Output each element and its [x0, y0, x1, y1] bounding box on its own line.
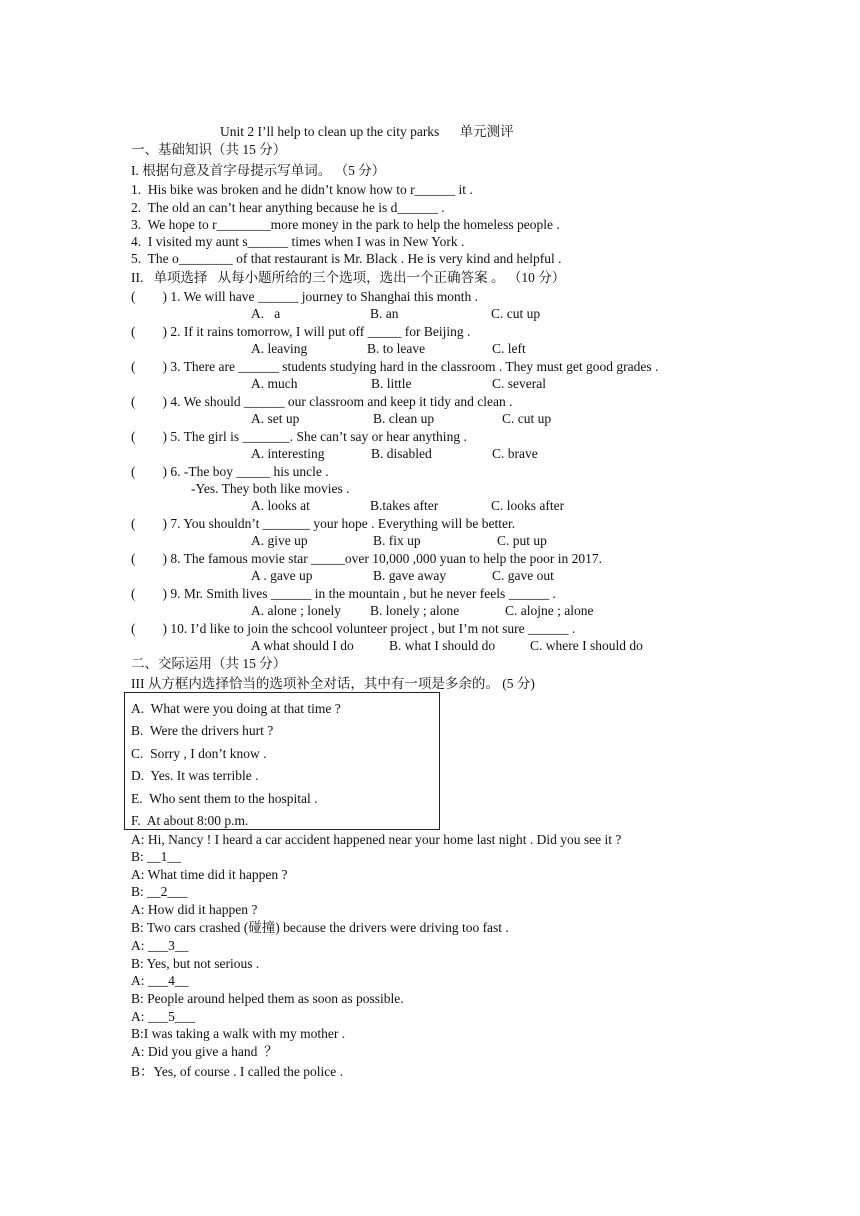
options-box — [124, 692, 440, 830]
page-title: Unit 2 I’ll help to clean up the city parks 单元测评 — [220, 124, 514, 139]
dialogue-line-7: A: ___3__ — [131, 938, 189, 953]
question-4-option-a: A. set up — [251, 411, 300, 426]
part2-heading: II. 单项选择 从每小题所给的三个选项，选出一个正确答案 。 （10 分） — [131, 270, 566, 285]
box-option-d: D. Yes. It was terrible . — [131, 768, 259, 783]
question-4-option-b: B. clean up — [373, 411, 435, 426]
question-6-option-c: C. looks after — [491, 498, 565, 513]
question-4-stem: ( ) 4. We should ______ our classroom and keep it tidy and clean . — [131, 394, 513, 409]
question-5-option-b: B. disabled — [371, 446, 432, 461]
question-3-option-c: C. several — [492, 376, 546, 391]
section1-heading: 一、基础知识（共 15 分） — [131, 142, 287, 157]
dialogue-line-14: B：Yes, of course . I called the police . — [131, 1064, 343, 1079]
dialogue-line-6: B: Two cars crashed (碰撞) because the drivers were driving too fast . — [131, 920, 509, 935]
dialogue-line-2: B: __1__ — [131, 849, 181, 864]
question-8-option-a: A . gave up — [251, 568, 313, 583]
question-2-option-b: B. to leave — [367, 341, 426, 356]
question-7-option-a: A. give up — [251, 533, 308, 548]
box-option-a: A. What were you doing at that time ? — [131, 701, 341, 716]
box-option-f: F. At about 8:00 p.m. — [131, 813, 249, 828]
question-6-stem-response: -Yes. They both like movies . — [191, 481, 350, 496]
question-1-option-c: C. cut up — [491, 306, 541, 321]
question-3-stem: ( ) 3. There are ______ students studying hard in the classroom . They must get good grades . — [131, 359, 659, 374]
section2-heading: 二、交际运用（共 15 分） — [131, 656, 287, 671]
question-8-stem: ( ) 8. The famous movie star _____over 10,000 ,000 yuan to help the poor in 2017. — [131, 551, 603, 566]
dialogue-line-12: B:I was taking a walk with my mother . — [131, 1026, 346, 1041]
dialogue-line-13: A: Did you give a hand ？ — [131, 1044, 278, 1059]
question-5-stem: ( ) 5. The girl is _______. She can’t say or hear anything . — [131, 429, 467, 444]
question-10-option-a: A what should I do — [251, 638, 354, 653]
question-9-option-c: C. alojne ; alone — [505, 603, 594, 618]
box-option-e: E. Who sent them to the hospital . — [131, 791, 318, 806]
dialogue-line-8: B: Yes, but not serious . — [131, 956, 260, 971]
dialogue-line-9: A: ___4__ — [131, 973, 189, 988]
question-1-stem: ( ) 1. We will have ______ journey to Shanghai this month . — [131, 289, 478, 304]
fill-item-2: 2. The old an can’t hear anything because he is d______ . — [131, 200, 445, 215]
question-8-option-b: B. gave away — [373, 568, 447, 583]
fill-item-4: 4. I visited my aunt s______ times when I was in New York . — [131, 234, 465, 249]
question-9-stem: ( ) 9. Mr. Smith lives ______ in the mountain , but he never feels ______ . — [131, 586, 556, 601]
fill-item-1: 1. His bike was broken and he didn’t know how to r______ it . — [131, 182, 473, 197]
fill-item-3: 3. We hope to r________more money in the park to help the homeless people . — [131, 217, 560, 232]
dialogue-line-10: B: People around helped them as soon as possible. — [131, 991, 404, 1006]
question-10-option-c: C. where I should do — [530, 638, 643, 653]
dialogue-line-11: A: ___5___ — [131, 1009, 196, 1024]
question-6-option-b: B.takes after — [370, 498, 439, 513]
question-3-option-b: B. little — [371, 376, 412, 391]
question-2-stem: ( ) 2. If it rains tomorrow, I will put off _____ for Beijing . — [131, 324, 471, 339]
question-2-option-c: C. left — [492, 341, 526, 356]
fill-item-5: 5. The o________ of that restaurant is Mr. Black . He is very kind and helpful . — [131, 251, 562, 266]
question-1-option-a: A. a — [251, 306, 281, 321]
question-5-option-c: C. brave — [492, 446, 538, 461]
question-3-option-a: A. much — [251, 376, 298, 391]
question-8-option-c: C. gave out — [492, 568, 554, 583]
question-5-option-a: A. interesting — [251, 446, 325, 461]
part1-heading: I. 根据句意及首字母提示写单词。 （5 分） — [131, 163, 386, 178]
question-9-option-a: A. alone ; lonely — [251, 603, 341, 618]
question-7-option-c: C. put up — [497, 533, 547, 548]
box-option-c: C. Sorry , I don’t know . — [131, 746, 267, 761]
part3-heading: III 从方框内选择恰当的选项补全对话，其中有一项是多余的。 (5 分) — [131, 676, 535, 691]
question-10-stem: ( ) 10. I’d like to join the schcool volunteer project , but I’m not sure ______ . — [131, 621, 576, 636]
question-4-option-c: C. cut up — [502, 411, 552, 426]
question-6-stem: ( ) 6. -The boy _____ his uncle . — [131, 464, 329, 479]
dialogue-line-4: B: __2___ — [131, 884, 188, 899]
dialogue-line-3: A: What time did it happen ? — [131, 867, 288, 882]
question-9-option-b: B. lonely ; alone — [370, 603, 460, 618]
dialogue-line-5: A: How did it happen ? — [131, 902, 258, 917]
question-7-stem: ( ) 7. You shouldn’t _______ your hope . Everything will be better. — [131, 516, 516, 531]
question-7-option-b: B. fix up — [373, 533, 421, 548]
box-option-b: B. Were the drivers hurt ? — [131, 723, 274, 738]
question-6-option-a: A. looks at — [251, 498, 310, 513]
dialogue-line-1: A: Hi, Nancy ! I heard a car accident happened near your home last night . Did you see it ? — [131, 832, 622, 847]
question-1-option-b: B. an — [370, 306, 399, 321]
question-2-option-a: A. leaving — [251, 341, 308, 356]
question-10-option-b: B. what I should do — [389, 638, 496, 653]
